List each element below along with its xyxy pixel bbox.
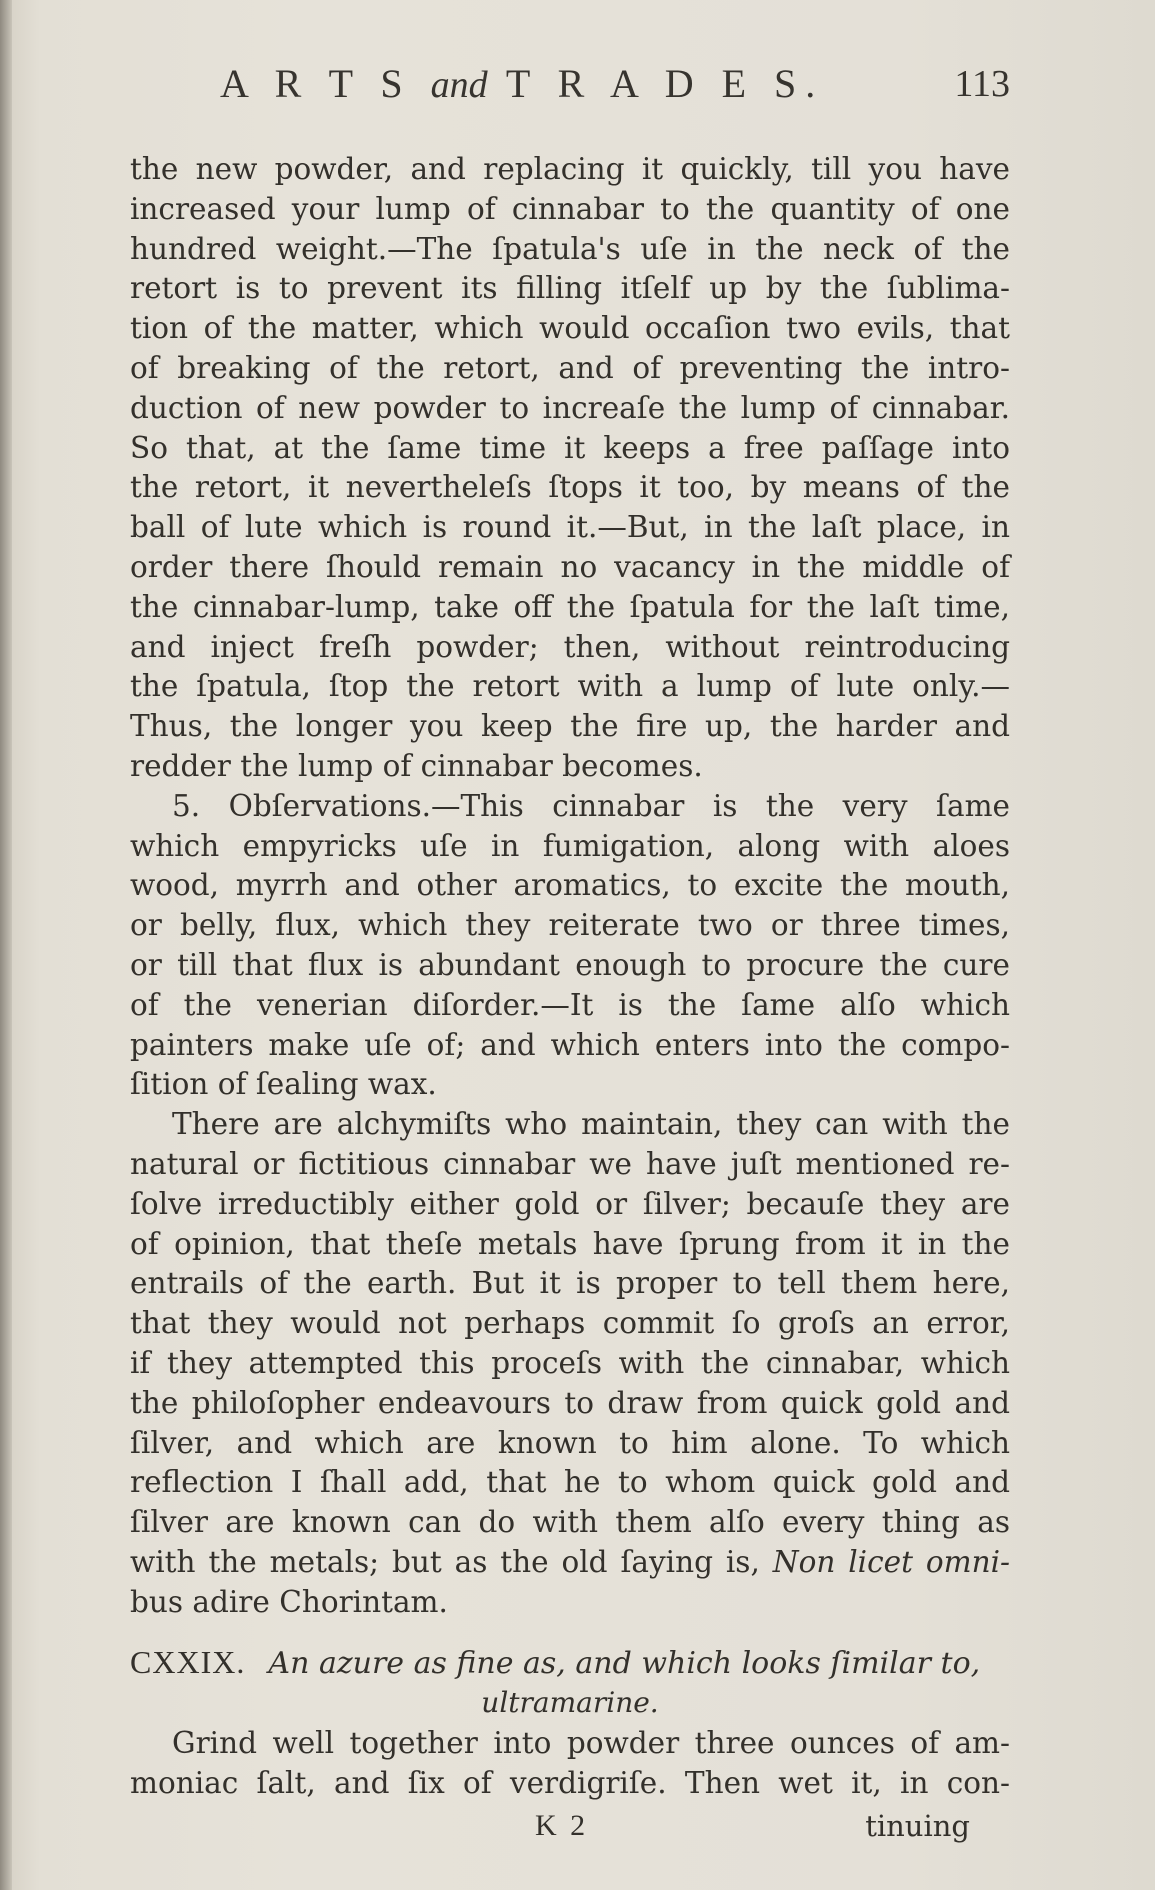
- catchword: tinuing: [865, 1809, 970, 1843]
- latin-quote-end: bus adire Chorintam.: [130, 1584, 448, 1619]
- text-line: moniac ſalt, and ſix of verdigriſe. Then wet it, in con-: [130, 1765, 1010, 1800]
- text-line-part: with the metals; but as the old ſaying is,: [130, 1544, 760, 1579]
- text-line: wood, myrrh and other aromatics, to excite the mouth,: [130, 868, 1010, 903]
- section-heading: [130, 1640, 1010, 1684]
- latin-quote: Non licet omni-: [772, 1544, 1010, 1579]
- text-line: the ſpatula, ſtop the retort with a lump of lute only.—: [130, 669, 1010, 704]
- running-title-arts: A R T S: [220, 61, 412, 106]
- signature-mark: K 2: [535, 1809, 589, 1842]
- text-line: So that, at the ſame time it keeps a free paſſage into: [130, 430, 1010, 465]
- text-line: 5. Obſervations.—This cinnabar is the very ſame: [172, 788, 1010, 823]
- text-line: Grind well together into powder three ounces of am-: [172, 1726, 1010, 1760]
- section-title-line1: An azure as fine as, and which looks ſimilar to,: [268, 1646, 981, 1681]
- text-line: tion of the matter, which would occaſion two evils, that: [130, 311, 1010, 346]
- text-line: and inject freſh powder; then, without reintroducing: [130, 629, 1010, 664]
- page-gutter: [0, 0, 12, 1890]
- text-line: hundred weight.—The ſpatula's uſe in the neck of the: [130, 231, 1010, 266]
- page-header: [220, 60, 1010, 120]
- page-footer: [130, 1804, 1010, 1848]
- text-line: the retort, it nevertheleſs ſtops it too, by means of the: [130, 470, 1010, 505]
- text-line: increased your lump of cinnabar to the quantity of one: [130, 191, 1010, 226]
- text-line: of breaking of the retort, and of preventing the intro-: [130, 350, 1010, 385]
- text-line: ſition of ſealing wax.: [130, 1067, 437, 1102]
- page-number: 113: [954, 63, 1010, 105]
- text-line: ſilver are known can do with them alſo every thing as: [130, 1505, 1010, 1540]
- text-line-with-latin: [130, 1543, 1010, 1583]
- text-line: retort is to prevent its filling itſelf up by the ſublima-: [130, 271, 1010, 306]
- section-title-line2: ultramarine.: [481, 1686, 659, 1719]
- running-title-and: and: [430, 64, 488, 106]
- running-title-trades: T R A D E S.: [505, 61, 825, 106]
- text-line: ball of lute which is round it.—But, in the laſt place, in: [130, 510, 1010, 545]
- text-line: that they would not perhaps commit ſo groſs an error,: [130, 1306, 1010, 1341]
- text-line: duction of new powder to increaſe the lump of cinnabar.: [130, 390, 1010, 425]
- text-line: of the venerian diſorder.—It is the ſame alſo which: [130, 987, 1010, 1022]
- text-line: entrails of the earth. But it is proper to tell them here,: [130, 1266, 1010, 1301]
- text-line: which empyricks uſe in fumigation, along with aloes: [130, 828, 1010, 863]
- text-line: or belly, flux, which they reiterate two or three times,: [130, 908, 1010, 943]
- text-line: of opinion, that theſe metals have ſprung from it in the: [130, 1226, 1010, 1261]
- body-text: [130, 150, 1010, 1622]
- text-line: painters make uſe of; and which enters into the compo-: [130, 1027, 1010, 1062]
- section-number: CXXIX.: [130, 1644, 246, 1680]
- text-line: ſolve irreductibly either gold or ſilver; becauſe they are: [130, 1186, 1010, 1221]
- text-line: redder the lump of cinnabar becomes.: [130, 748, 703, 783]
- text-line: the new powder, and replacing it quickly, till you have: [130, 152, 1010, 186]
- text-line: Thus, the longer you keep the fire up, the harder and: [130, 709, 1010, 744]
- text-line: ſilver, and which are known to him alone. To which: [130, 1425, 1010, 1460]
- text-line: reflection I ſhall add, that he to whom quick gold and: [130, 1465, 1010, 1500]
- text-line: if they attempted this proceſs with the cinnabar, which: [130, 1345, 1010, 1380]
- text-line: the philoſopher endeavours to draw from quick gold and: [130, 1385, 1010, 1420]
- text-line: order there ſhould remain no vacancy in the middle of: [130, 549, 1010, 584]
- text-line: the cinnabar-lump, take off the ſpatula for the laſt time,: [130, 589, 1010, 624]
- section-body: [130, 1724, 1010, 1804]
- text-line: natural or fictitious cinnabar we have juſt mentioned re-: [130, 1146, 1010, 1181]
- text-line: or till that flux is abundant enough to procure the cure: [130, 947, 1010, 982]
- text-line: There are alchymiſts who maintain, they can with the: [172, 1107, 1010, 1142]
- running-title: [220, 60, 824, 107]
